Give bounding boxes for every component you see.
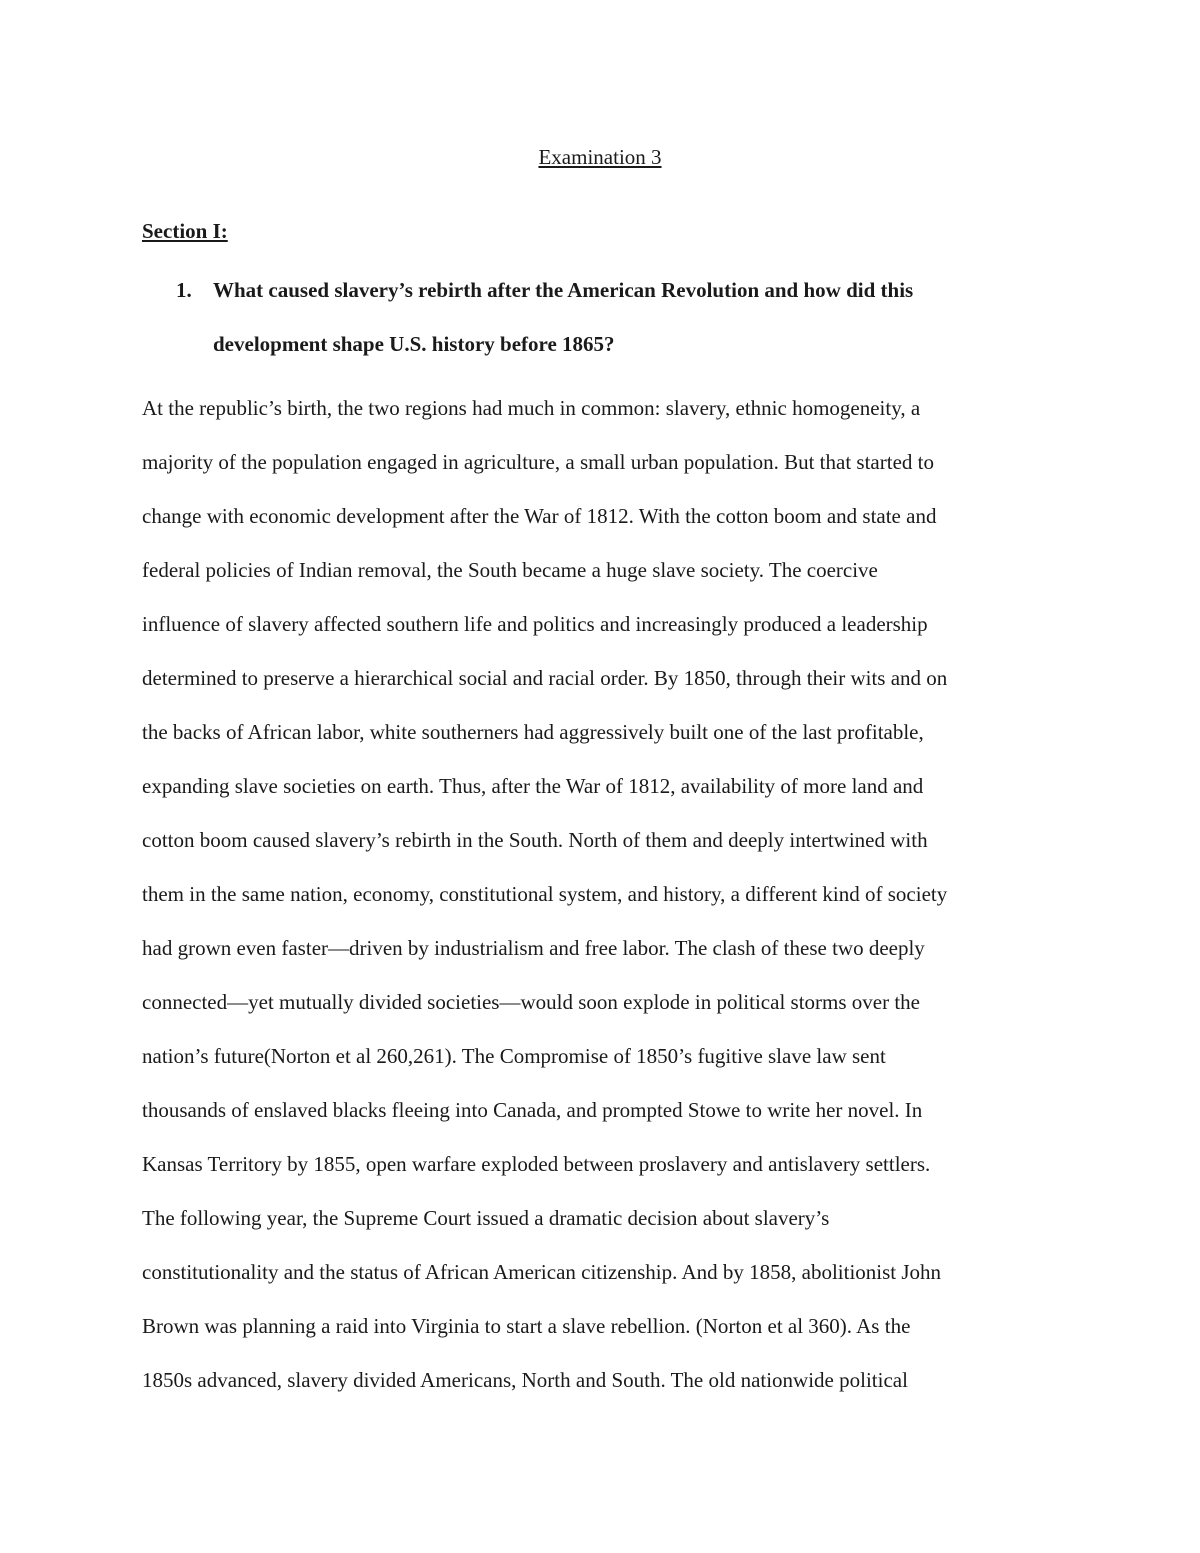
question-number: 1. — [176, 278, 192, 302]
paragraph-line: The following year, the Supreme Court issued a dramatic decision about slavery’s — [142, 1206, 830, 1230]
section-heading: Section I: — [142, 219, 228, 243]
paragraph-line: Brown was planning a raid into Virginia to start a slave rebellion. (Norton et al 360). As the — [142, 1314, 911, 1338]
paragraph-line: majority of the population engaged in agriculture, a small urban population. But that started to — [142, 450, 934, 474]
paragraph-line: cotton boom caused slavery’s rebirth in the South. North of them and deeply intertwined with — [142, 828, 928, 852]
paragraph-line: nation’s future(Norton et al 260,261). The Compromise of 1850’s fugitive slave law sent — [142, 1044, 886, 1068]
paragraph-line: connected—yet mutually divided societies—would soon explode in political storms over the — [142, 990, 921, 1014]
question-line: development shape U.S. history before 1865? — [213, 332, 615, 356]
paragraph-line: federal policies of Indian removal, the South became a huge slave society. The coercive — [142, 558, 878, 582]
answer-paragraph — [142, 381, 1062, 1407]
paragraph-line: had grown even faster—driven by industrialism and free labor. The clash of these two deeply — [142, 936, 925, 960]
paragraph-line: 1850s advanced, slavery divided Americans, North and South. The old nationwide political — [142, 1368, 908, 1392]
paragraph-line: At the republic’s birth, the two regions had much in common: slavery, ethnic homogeneity, a — [142, 396, 921, 420]
paragraph-line: expanding slave societies on earth. Thus, after the War of 1812, availability of more land and — [142, 774, 924, 798]
paragraph-line: the backs of African labor, white southerners had aggressively built one of the last profitable, — [142, 720, 924, 744]
paragraph-line: thousands of enslaved blacks fleeing into Canada, and prompted Stowe to write her novel. In — [142, 1098, 923, 1122]
paragraph-line: constitutionality and the status of African American citizenship. And by 1858, abolitionist John — [142, 1260, 942, 1284]
question-line: What caused slavery’s rebirth after the American Revolution and how did this — [213, 278, 914, 302]
paragraph-line: change with economic development after the War of 1812. With the cotton boom and state and — [142, 504, 937, 528]
question-block — [142, 263, 1062, 371]
document-title: Examination 3 — [538, 145, 662, 169]
paragraph-line: Kansas Territory by 1855, open warfare exploded between proslavery and antislavery settlers. — [142, 1152, 931, 1176]
paragraph-line: influence of slavery affected southern life and politics and increasingly produced a leadership — [142, 612, 928, 636]
paragraph-line: them in the same nation, economy, constitutional system, and history, a different kind of society — [142, 882, 948, 906]
paragraph-line: determined to preserve a hierarchical social and racial order. By 1850, through their wits and on — [142, 666, 948, 690]
